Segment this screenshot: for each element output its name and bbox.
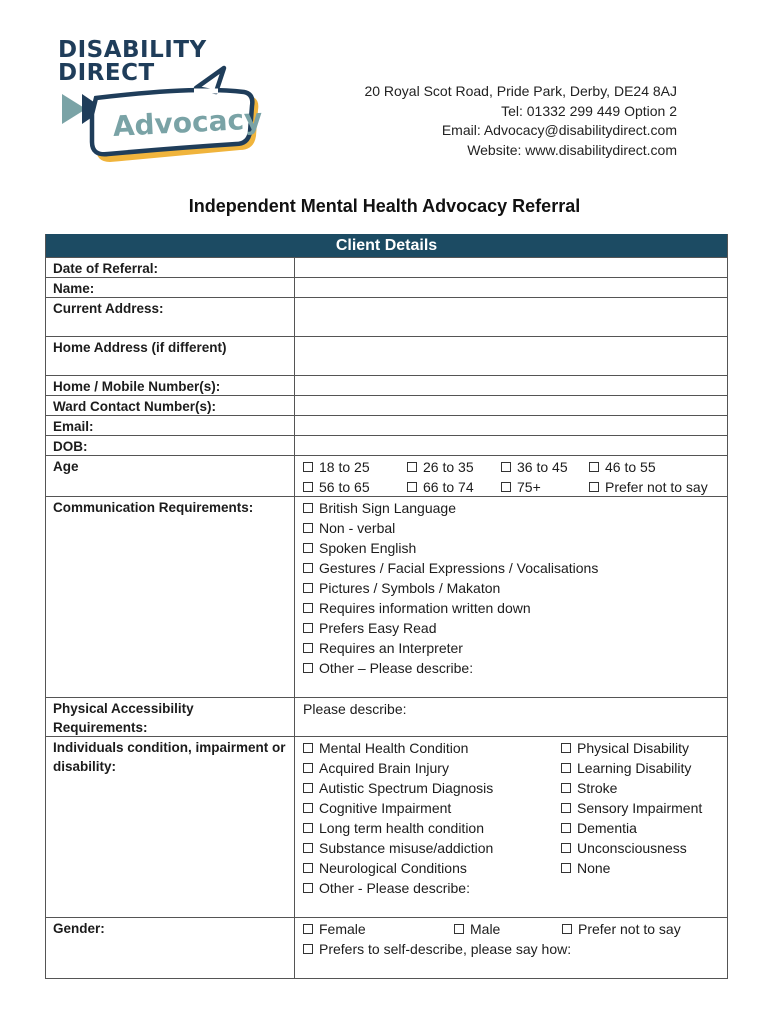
checkbox[interactable] bbox=[303, 462, 313, 472]
communication-option[interactable]: Prefers Easy Read bbox=[303, 618, 721, 638]
label-email: Email: bbox=[46, 416, 295, 435]
checkbox[interactable] bbox=[303, 523, 313, 533]
label-ward-contact: Ward Contact Number(s): bbox=[46, 396, 295, 415]
age-option[interactable]: 36 to 45 bbox=[501, 457, 589, 477]
row-gender bbox=[46, 917, 727, 978]
condition-option[interactable]: Stroke bbox=[561, 778, 721, 798]
field-home-mobile[interactable] bbox=[295, 376, 727, 395]
logo-text-advocacy: Advocacy bbox=[112, 102, 264, 143]
age-option[interactable]: 66 to 74 bbox=[407, 477, 501, 497]
checkbox[interactable] bbox=[303, 583, 313, 593]
row-home-mobile bbox=[46, 375, 727, 395]
row-dob bbox=[46, 435, 727, 455]
label-date-of-referral: Date of Referral: bbox=[46, 258, 295, 277]
communication-option[interactable]: Gestures / Facial Expressions / Vocalisations bbox=[303, 558, 721, 578]
checkbox[interactable] bbox=[303, 924, 313, 934]
label-home-address: Home Address (if different) bbox=[46, 337, 295, 375]
row-communication bbox=[46, 496, 727, 697]
contact-tel: Tel: 01332 299 449 Option 2 bbox=[501, 102, 677, 119]
condition-option[interactable]: Unconsciousness bbox=[561, 838, 721, 858]
checkbox[interactable] bbox=[303, 883, 313, 893]
checkbox[interactable] bbox=[303, 863, 313, 873]
row-name bbox=[46, 277, 727, 297]
checkbox[interactable] bbox=[561, 843, 571, 853]
communication-options bbox=[295, 497, 727, 697]
page-title: Independent Mental Health Advocacy Referral bbox=[188, 196, 581, 216]
field-ward-contact[interactable] bbox=[295, 396, 727, 415]
gender-options bbox=[295, 918, 727, 978]
checkbox[interactable] bbox=[303, 743, 313, 753]
label-physical-accessibility: Physical Accessibility Requirements: bbox=[46, 698, 295, 736]
communication-option[interactable]: Non - verbal bbox=[303, 518, 721, 538]
checkbox[interactable] bbox=[561, 803, 571, 813]
logo bbox=[56, 38, 266, 168]
label-communication: Communication Requirements: bbox=[46, 497, 295, 697]
row-current-address bbox=[46, 297, 727, 336]
checkbox[interactable] bbox=[589, 462, 599, 472]
checkbox[interactable] bbox=[407, 482, 417, 492]
field-email[interactable] bbox=[295, 416, 727, 435]
communication-option[interactable]: British Sign Language bbox=[303, 498, 721, 518]
contact-email[interactable]: Email: Advocacy@disabilitydirect.com bbox=[441, 122, 677, 138]
row-home-address bbox=[46, 336, 727, 375]
condition-option[interactable]: Dementia bbox=[561, 818, 721, 838]
condition-option[interactable]: Sensory Impairment bbox=[561, 798, 721, 818]
checkbox[interactable] bbox=[303, 783, 313, 793]
label-age: Age bbox=[46, 456, 295, 496]
row-physical-accessibility bbox=[46, 697, 727, 736]
communication-option[interactable]: Spoken English bbox=[303, 538, 721, 558]
age-option[interactable]: 56 to 65 bbox=[303, 477, 407, 497]
logo-text-direct: DIRECT bbox=[58, 60, 155, 86]
section-header-client-details: Client Details bbox=[46, 234, 727, 257]
contact-block bbox=[364, 82, 677, 160]
checkbox[interactable] bbox=[303, 603, 313, 613]
row-age bbox=[46, 455, 727, 496]
condition-option[interactable]: Autistic Spectrum Diagnosis bbox=[303, 778, 561, 798]
condition-option[interactable]: Acquired Brain Injury bbox=[303, 758, 561, 778]
checkbox[interactable] bbox=[303, 623, 313, 633]
condition-option-other[interactable]: Other - Please describe: bbox=[303, 878, 470, 898]
condition-option[interactable]: Physical Disability bbox=[561, 738, 721, 758]
age-option[interactable]: 75+ bbox=[501, 477, 589, 497]
age-option[interactable]: 26 to 35 bbox=[407, 457, 501, 477]
communication-option[interactable]: Pictures / Symbols / Makaton bbox=[303, 578, 721, 598]
logo-text-disability: DISABILITY bbox=[58, 37, 207, 63]
field-physical-accessibility[interactable]: Please describe: bbox=[303, 701, 407, 717]
label-dob: DOB: bbox=[46, 436, 295, 455]
condition-option[interactable]: Neurological Conditions bbox=[303, 858, 561, 878]
row-email bbox=[46, 415, 727, 435]
condition-option[interactable]: Long term health condition bbox=[303, 818, 561, 838]
condition-option[interactable]: Learning Disability bbox=[561, 758, 721, 778]
gender-option-self-describe[interactable]: Prefers to self-describe, please say how: bbox=[303, 939, 571, 959]
checkbox[interactable] bbox=[561, 823, 571, 833]
row-condition bbox=[46, 736, 727, 917]
condition-option[interactable]: Cognitive Impairment bbox=[303, 798, 561, 818]
communication-option[interactable]: Other – Please describe: bbox=[303, 658, 721, 678]
checkbox[interactable] bbox=[501, 462, 511, 472]
checkbox[interactable] bbox=[562, 924, 572, 934]
checkbox[interactable] bbox=[303, 663, 313, 673]
checkbox[interactable] bbox=[561, 763, 571, 773]
checkbox[interactable] bbox=[303, 803, 313, 813]
checkbox[interactable] bbox=[561, 743, 571, 753]
checkbox[interactable] bbox=[303, 643, 313, 653]
communication-option[interactable]: Requires an Interpreter bbox=[303, 638, 721, 658]
condition-option[interactable]: None bbox=[561, 858, 721, 878]
field-home-address[interactable] bbox=[295, 337, 727, 375]
row-ward-contact bbox=[46, 395, 727, 415]
gender-option[interactable]: Female bbox=[303, 919, 454, 939]
checkbox[interactable] bbox=[303, 944, 313, 954]
condition-option[interactable]: Substance misuse/addiction bbox=[303, 838, 561, 858]
age-option[interactable]: Prefer not to say bbox=[589, 477, 721, 497]
age-option[interactable]: 46 to 55 bbox=[589, 457, 721, 477]
row-date-of-referral bbox=[46, 257, 727, 277]
condition-option[interactable]: Mental Health Condition bbox=[303, 738, 561, 758]
checkbox[interactable] bbox=[589, 482, 599, 492]
checkbox[interactable] bbox=[303, 503, 313, 513]
checkbox[interactable] bbox=[303, 563, 313, 573]
checkbox[interactable] bbox=[454, 924, 464, 934]
gender-option[interactable]: Male bbox=[454, 919, 562, 939]
checkbox[interactable] bbox=[303, 543, 313, 553]
age-option[interactable]: 18 to 25 bbox=[303, 457, 407, 477]
checkbox[interactable] bbox=[303, 823, 313, 833]
gender-option[interactable]: Prefer not to say bbox=[562, 919, 721, 939]
referral-form bbox=[45, 234, 728, 979]
checkbox[interactable] bbox=[561, 863, 571, 873]
label-current-address: Current Address: bbox=[46, 298, 295, 336]
field-date-of-referral[interactable] bbox=[295, 258, 727, 277]
field-dob[interactable] bbox=[295, 436, 727, 455]
checkbox[interactable] bbox=[407, 462, 417, 472]
condition-options bbox=[295, 737, 727, 917]
age-options bbox=[295, 456, 727, 496]
checkbox[interactable] bbox=[501, 482, 511, 492]
contact-address: 20 Royal Scot Road, Pride Park, Derby, DE24 8AJ bbox=[364, 83, 677, 99]
communication-option[interactable]: Requires information written down bbox=[303, 598, 721, 618]
checkbox[interactable] bbox=[303, 763, 313, 773]
contact-website[interactable]: Website: www.disabilitydirect.com bbox=[467, 141, 677, 158]
field-current-address[interactable] bbox=[295, 298, 727, 336]
field-name[interactable] bbox=[295, 278, 727, 297]
checkbox[interactable] bbox=[561, 783, 571, 793]
label-name: Name: bbox=[46, 278, 295, 297]
label-condition: Individuals condition, impairment or disability: bbox=[46, 737, 295, 917]
checkbox[interactable] bbox=[303, 482, 313, 492]
label-gender: Gender: bbox=[46, 918, 295, 978]
label-home-mobile: Home / Mobile Number(s): bbox=[46, 376, 295, 395]
checkbox[interactable] bbox=[303, 843, 313, 853]
